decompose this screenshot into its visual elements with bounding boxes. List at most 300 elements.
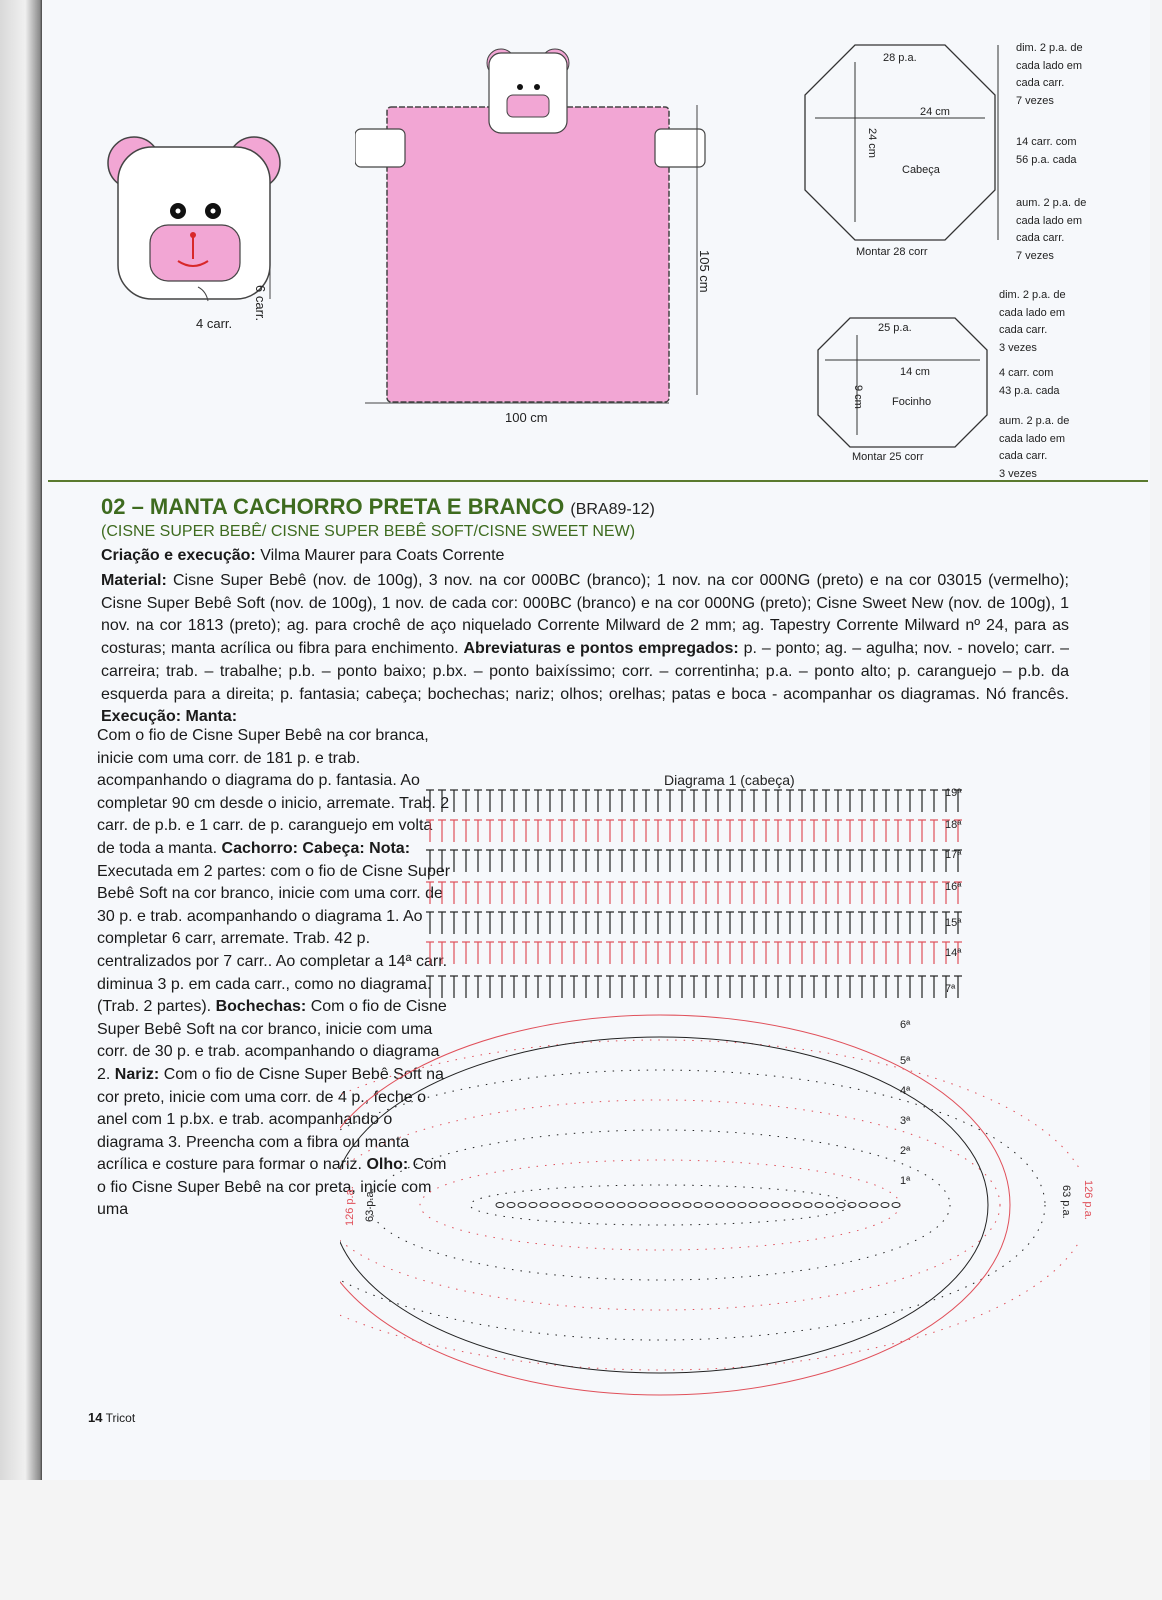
blanket-figure (355, 45, 710, 420)
stitch-mark (438, 942, 446, 964)
stitch-mark (498, 850, 506, 872)
stitch-mark (834, 976, 842, 998)
magazine-name: Tricot (105, 1411, 136, 1425)
stitch-mark (810, 912, 818, 934)
stitch-mark (498, 790, 506, 812)
diagram-label-left-outer: 126 p.a. (344, 1186, 356, 1226)
round-outline (340, 1100, 1000, 1310)
stitch-mark (822, 850, 830, 872)
stitch-mark (750, 790, 758, 812)
stitch-mark (714, 850, 722, 872)
stitch-mark (450, 790, 458, 812)
stitch-mark (678, 942, 686, 964)
stitch-mark (750, 942, 758, 964)
stitch-mark (906, 912, 914, 934)
stitch-mark (678, 912, 686, 934)
stitch-mark (522, 882, 530, 904)
stitch-mark (630, 850, 638, 872)
stitch-mark (438, 912, 446, 934)
chain-stitch (782, 1203, 790, 1208)
bochechas-text: Com o fio de Cisne Super Bebê Soft na cor branco, inicie com uma corr. de 30 p. e trab. acompanhando o diagrama 2. (97, 998, 447, 1083)
stitch-mark (546, 820, 554, 842)
chain-stitch (507, 1203, 515, 1208)
stitch-mark (894, 790, 902, 812)
stitch-mark (702, 882, 710, 904)
stitch-mark (594, 850, 602, 872)
stitch-mark (510, 790, 518, 812)
round-outline (340, 1040, 1080, 1370)
head-bottom-label: 4 carr. (196, 316, 233, 331)
pattern-title-text: 02 – MANTA CACHORRO PRETA E BRANCO (101, 494, 565, 519)
stitch-mark (678, 790, 686, 812)
stitch-mark (450, 942, 458, 964)
stitch-mark (510, 942, 518, 964)
chain-stitch (617, 1203, 625, 1208)
stitch-mark (930, 882, 938, 904)
stitch-mark (726, 850, 734, 872)
stitch-mark (558, 942, 566, 964)
stitch-mark (618, 976, 626, 998)
page-binding (0, 0, 42, 1480)
stitch-mark (570, 976, 578, 998)
stitch-mark (930, 820, 938, 842)
stitch-mark (690, 820, 698, 842)
stitch-mark (462, 912, 470, 934)
chain-stitch (870, 1203, 878, 1208)
stitch-mark (558, 820, 566, 842)
stitch-mark (438, 850, 446, 872)
stitch-mark (858, 882, 866, 904)
stitch-mark (762, 790, 770, 812)
stitch-mark (510, 882, 518, 904)
stitch-mark (666, 942, 674, 964)
stitch-mark (822, 820, 830, 842)
chain-stitch (694, 1203, 702, 1208)
stitch-mark (654, 820, 662, 842)
stitch-mark (474, 912, 482, 934)
stitch-mark (534, 882, 542, 904)
stitch-mark (630, 820, 638, 842)
stitch-mark (762, 942, 770, 964)
stitch-mark (714, 942, 722, 964)
section-divider (48, 480, 1148, 482)
stitch-mark (654, 850, 662, 872)
olho-label: Olho: (366, 1156, 409, 1174)
stitch-mark (666, 912, 674, 934)
stitch-mark (714, 820, 722, 842)
stitch-mark (534, 850, 542, 872)
chain-stitch (837, 1203, 845, 1208)
stitch-mark (570, 882, 578, 904)
stitch-mark (426, 820, 434, 842)
stitch-mark (690, 882, 698, 904)
stitch-mark (630, 790, 638, 812)
muzzle-octagon-top: 25 p.a. (878, 322, 912, 334)
stitch-mark (594, 820, 602, 842)
head-octagon-width: 24 cm (920, 106, 950, 118)
stitch-mark (858, 942, 866, 964)
page-number: 14 (88, 1410, 103, 1425)
stitch-mark (450, 850, 458, 872)
stitch-mark (690, 850, 698, 872)
stitch-mark (558, 790, 566, 812)
stitch-mark (462, 882, 470, 904)
stitch-mark (438, 976, 446, 998)
stitch-mark (546, 882, 554, 904)
stitch-mark (426, 882, 434, 904)
stitch-mark (486, 942, 494, 964)
stitch-mark (426, 912, 434, 934)
chain-stitch (518, 1203, 526, 1208)
nariz-text: Com o fio de Cisne Super Bebê Soft na cor preto, inicie com uma corr. de 4 p., feche o anel com 1 p.bx. e trab. acompanhando o diagrama 3. Preencha com a fibra ou manta acrílica e costure para formar o nariz. (97, 1065, 444, 1174)
stitch-mark (642, 942, 650, 964)
stitch-mark (666, 882, 674, 904)
stitch-mark (798, 882, 806, 904)
stitch-mark (510, 850, 518, 872)
chain-stitch (892, 1203, 900, 1208)
stitch-mark (498, 912, 506, 934)
nota-text: Executada em 2 partes: com o fio de Cisne Super Bebê Soft na cor branco, inicie com uma corr. de 30 p. e trab. acompanhando o diagrama 1. Ao completar 6 carr, arremate. Trab. 42 p. centralizados por 7 carr.. Ao completar a 14ª carr. diminua 3 p. em cada carr., como no diagrama. (Trab. 2 partes). (97, 862, 451, 1016)
stitch-mark (930, 912, 938, 934)
chain-stitch (727, 1203, 735, 1208)
chain-stitch (639, 1203, 647, 1208)
head-octagon-bottom: Montar 28 corr (856, 246, 928, 258)
stitch-mark (726, 820, 734, 842)
chain-stitch (551, 1203, 559, 1208)
row-label: 17ª (945, 849, 962, 861)
stitch-mark (762, 850, 770, 872)
stitch-mark (774, 882, 782, 904)
stitch-mark (546, 976, 554, 998)
head-octagon-name: Cabeça (902, 164, 940, 176)
stitch-mark (906, 850, 914, 872)
stitch-mark (882, 820, 890, 842)
chain-stitch (672, 1203, 680, 1208)
stitch-mark (774, 820, 782, 842)
stitch-mark (798, 942, 806, 964)
stitch-mark (498, 976, 506, 998)
stitch-mark (690, 942, 698, 964)
stitch-mark (582, 820, 590, 842)
stitch-mark (510, 820, 518, 842)
credits-label: Criação e execução: (101, 547, 256, 564)
stitch-mark (774, 850, 782, 872)
chain-stitch (606, 1203, 614, 1208)
stitch-mark (810, 882, 818, 904)
stitch-mark (570, 942, 578, 964)
credits-value: Vilma Maurer para Coats Corrente (255, 547, 505, 564)
pattern-title (101, 494, 655, 520)
stitch-mark (630, 942, 638, 964)
stitch-mark (894, 850, 902, 872)
head-octagon-note-top: dim. 2 p.a. de cada lado em cada carr. 7 vezes (1016, 42, 1083, 107)
head-octagon-note-bottom: aum. 2 p.a. de cada lado em cada carr. 7 vezes (1016, 197, 1087, 262)
row-label: 15ª (945, 917, 962, 929)
stitch-mark (654, 882, 662, 904)
stitch-mark (486, 850, 494, 872)
stitch-mark (882, 850, 890, 872)
stitch-mark (762, 820, 770, 842)
stitch-mark (810, 790, 818, 812)
stitch-mark (594, 882, 602, 904)
row-label: 5ª (900, 1055, 911, 1067)
stitch-mark (426, 976, 434, 998)
chain-stitch (760, 1203, 768, 1208)
stitch-mark (906, 820, 914, 842)
chain-stitch (771, 1203, 779, 1208)
stitch-mark (546, 942, 554, 964)
stitch-mark (798, 976, 806, 998)
stitch-mark (558, 850, 566, 872)
stitch-mark (894, 882, 902, 904)
stitch-mark (930, 976, 938, 998)
stitch-mark (846, 790, 854, 812)
stitch-mark (606, 790, 614, 812)
stitch-mark (798, 790, 806, 812)
stitch-mark (522, 790, 530, 812)
muzzle-octagon-note-bottom: aum. 2 p.a. de cada lado em cada carr. 3 vezes (999, 415, 1070, 480)
chain-stitch (859, 1203, 867, 1208)
stitch-mark (462, 942, 470, 964)
stitch-mark (558, 882, 566, 904)
stitch-mark (642, 912, 650, 934)
stitch-mark (534, 942, 542, 964)
stitch-mark (654, 790, 662, 812)
stitch-mark (822, 976, 830, 998)
chain-stitch (826, 1203, 834, 1208)
stitch-mark (582, 790, 590, 812)
stitch-mark (630, 912, 638, 934)
stitch-mark (522, 912, 530, 934)
manta-text: Com o fio de Cisne Super Bebê na cor branca, inicie com uma corr. de 181 p. e trab. acompanhando o diagrama do p. fantasia. Ao completar 90 cm desde o inicio, arremate. Trab. 2 carr. de p.b. e 1 carr. de p. caranguejo em volta de toda a manta. (97, 727, 450, 857)
chain-stitch (496, 1203, 504, 1208)
stitch-mark (714, 882, 722, 904)
stitch-mark (762, 882, 770, 904)
stitch-mark (678, 976, 686, 998)
stitch-mark (546, 850, 554, 872)
stitch-mark (606, 976, 614, 998)
stitch-mark (846, 976, 854, 998)
stitch-mark (846, 820, 854, 842)
stitch-mark (870, 790, 878, 812)
stitch-mark (858, 790, 866, 812)
stitch-mark (738, 912, 746, 934)
stitch-mark (642, 850, 650, 872)
stitch-mark (642, 790, 650, 812)
round-outline (340, 1070, 1045, 1340)
stitch-mark (462, 820, 470, 842)
stitch-mark (702, 850, 710, 872)
stitch-mark (918, 790, 926, 812)
stitch-mark (498, 942, 506, 964)
stitch-mark (882, 790, 890, 812)
stitch-mark (546, 790, 554, 812)
stitch-mark (498, 820, 506, 842)
stitch-mark (738, 850, 746, 872)
stitch-mark (630, 882, 638, 904)
stitch-mark (678, 882, 686, 904)
stitch-mark (786, 942, 794, 964)
stitch-mark (462, 790, 470, 812)
nota-label: Nota: (369, 839, 411, 857)
row-label: 4ª (900, 1085, 911, 1097)
abbreviations-label: Abreviaturas e pontos empregados: (463, 640, 739, 658)
stitch-mark (582, 976, 590, 998)
stitch-mark (786, 882, 794, 904)
stitch-mark (438, 882, 446, 904)
stitch-mark (882, 912, 890, 934)
olho-text: Com o fio Cisne Super Bebê na cor preta, inicie com uma (97, 1156, 447, 1219)
chain-stitch (529, 1203, 537, 1208)
stitch-mark (426, 790, 434, 812)
head-octagon-top: 28 p.a. (883, 52, 917, 64)
stitch-mark (606, 912, 614, 934)
stitch-mark (534, 976, 542, 998)
stitch-mark (810, 820, 818, 842)
stitch-mark (702, 790, 710, 812)
stitch-mark (774, 790, 782, 812)
stitch-mark (918, 912, 926, 934)
stitch-mark (582, 912, 590, 934)
round-outline (370, 1130, 950, 1280)
stitch-mark (570, 912, 578, 934)
stitch-mark (714, 912, 722, 934)
stitch-mark (666, 976, 674, 998)
stitch-mark (702, 820, 710, 842)
stitch-mark (906, 976, 914, 998)
chain-stitch (683, 1203, 691, 1208)
stitch-mark (906, 882, 914, 904)
stitch-mark (822, 942, 830, 964)
stitch-mark (738, 882, 746, 904)
stitch-mark (618, 942, 626, 964)
stitch-mark (822, 912, 830, 934)
diagram-title: Diagrama 1 (cabeça) (664, 772, 795, 788)
material-paragraph (101, 570, 1069, 729)
cachorro-label: Cachorro: Cabeça: (221, 839, 365, 857)
chain-stitch (573, 1203, 581, 1208)
stitch-mark (918, 976, 926, 998)
stitch-mark (510, 976, 518, 998)
stitch-mark (798, 820, 806, 842)
stitch-mark (786, 912, 794, 934)
stitch-mark (930, 850, 938, 872)
stitch-mark (750, 976, 758, 998)
row-label: 6ª (900, 1019, 911, 1031)
page-footer (88, 1410, 135, 1425)
stitch-mark (486, 790, 494, 812)
stitch-mark (462, 850, 470, 872)
stitch-mark (918, 882, 926, 904)
stitch-mark (690, 790, 698, 812)
stitch-mark (870, 942, 878, 964)
stitch-mark (654, 976, 662, 998)
row-label: 7ª (945, 983, 956, 995)
stitch-mark (594, 790, 602, 812)
stitch-mark (870, 820, 878, 842)
stitch-mark (642, 820, 650, 842)
stitch-mark (786, 820, 794, 842)
muzzle-octagon-name: Focinho (892, 396, 932, 408)
stitch-mark (858, 976, 866, 998)
stitch-mark (882, 942, 890, 964)
stitch-mark (522, 820, 530, 842)
muzzle-octagon-note-mid: 4 carr. com 43 p.a. cada (999, 367, 1060, 397)
chain-stitch (793, 1203, 801, 1208)
bear-head-figure (100, 125, 300, 335)
stitch-mark (438, 790, 446, 812)
stitch-mark (474, 882, 482, 904)
stitch-mark (834, 942, 842, 964)
pattern-code: (BRA89-12) (570, 501, 655, 518)
stitch-mark (786, 850, 794, 872)
stitch-mark (462, 976, 470, 998)
stitch-mark (750, 820, 758, 842)
chain-stitch (540, 1203, 548, 1208)
stitch-mark (618, 820, 626, 842)
stitch-mark (618, 912, 626, 934)
stitch-mark (774, 912, 782, 934)
stitch-mark (690, 912, 698, 934)
stitch-mark (894, 820, 902, 842)
head-octagon-figure (800, 40, 1000, 245)
stitch-mark (474, 820, 482, 842)
stitch-mark (738, 976, 746, 998)
stitch-mark (786, 976, 794, 998)
stitch-mark (810, 942, 818, 964)
stitch-mark (486, 820, 494, 842)
stitch-mark (486, 882, 494, 904)
stitch-mark (618, 882, 626, 904)
stitch-mark (738, 790, 746, 812)
muzzle-octagon-figure (815, 315, 990, 450)
muzzle-octagon-bottom: Montar 25 corr (852, 451, 924, 463)
stitch-mark (522, 850, 530, 872)
stitch-mark (726, 942, 734, 964)
abbreviations-text: p. – ponto; ag. – agulha; nov. - novelo; carr. – carreira; trab. – trabalhe; p.b. – ponto baixo; p.bx. – ponto baixíssimo; corr. – correntinha; p.a. – ponto alto; p. caranguejo – p.b. da esquerda para a direita; p. fantasia; cabeça; bochechas; nariz; olhos; orelhas; patas e boca - acompanhar os diagramas. Nó francês. (101, 640, 1070, 703)
chain-stitch (716, 1203, 724, 1208)
bochechas-label: Bochechas: (215, 998, 307, 1016)
crochet-diagram (340, 780, 1080, 1410)
stitch-mark (558, 976, 566, 998)
stitch-mark (846, 850, 854, 872)
yarn-subtitle: (CISNE SUPER BEBÊ/ CISNE SUPER BEBÊ SOFT/CISNE SWEET NEW) (101, 523, 636, 540)
muzzle-octagon-note-top: dim. 2 p.a. de cada lado em cada carr. 3 vezes (999, 289, 1066, 354)
execution-label: Execução: Manta: (101, 708, 238, 726)
stitch-mark (774, 942, 782, 964)
stitch-mark (450, 882, 458, 904)
stitch-mark (774, 976, 782, 998)
chain-stitch (628, 1203, 636, 1208)
diagram-label-left-inner: 63 p.a. (364, 1188, 376, 1222)
stitch-mark (726, 882, 734, 904)
stitch-mark (834, 882, 842, 904)
stitch-mark (726, 790, 734, 812)
stitch-mark (642, 882, 650, 904)
stitch-mark (594, 942, 602, 964)
stitch-mark (906, 942, 914, 964)
stitch-mark (930, 790, 938, 812)
stitch-mark (834, 912, 842, 934)
stitch-mark (486, 976, 494, 998)
stitch-mark (582, 882, 590, 904)
stitch-mark (750, 850, 758, 872)
chain-stitch (562, 1203, 570, 1208)
stitch-mark (822, 882, 830, 904)
stitch-mark (450, 820, 458, 842)
stitch-mark (918, 942, 926, 964)
stitch-mark (594, 912, 602, 934)
